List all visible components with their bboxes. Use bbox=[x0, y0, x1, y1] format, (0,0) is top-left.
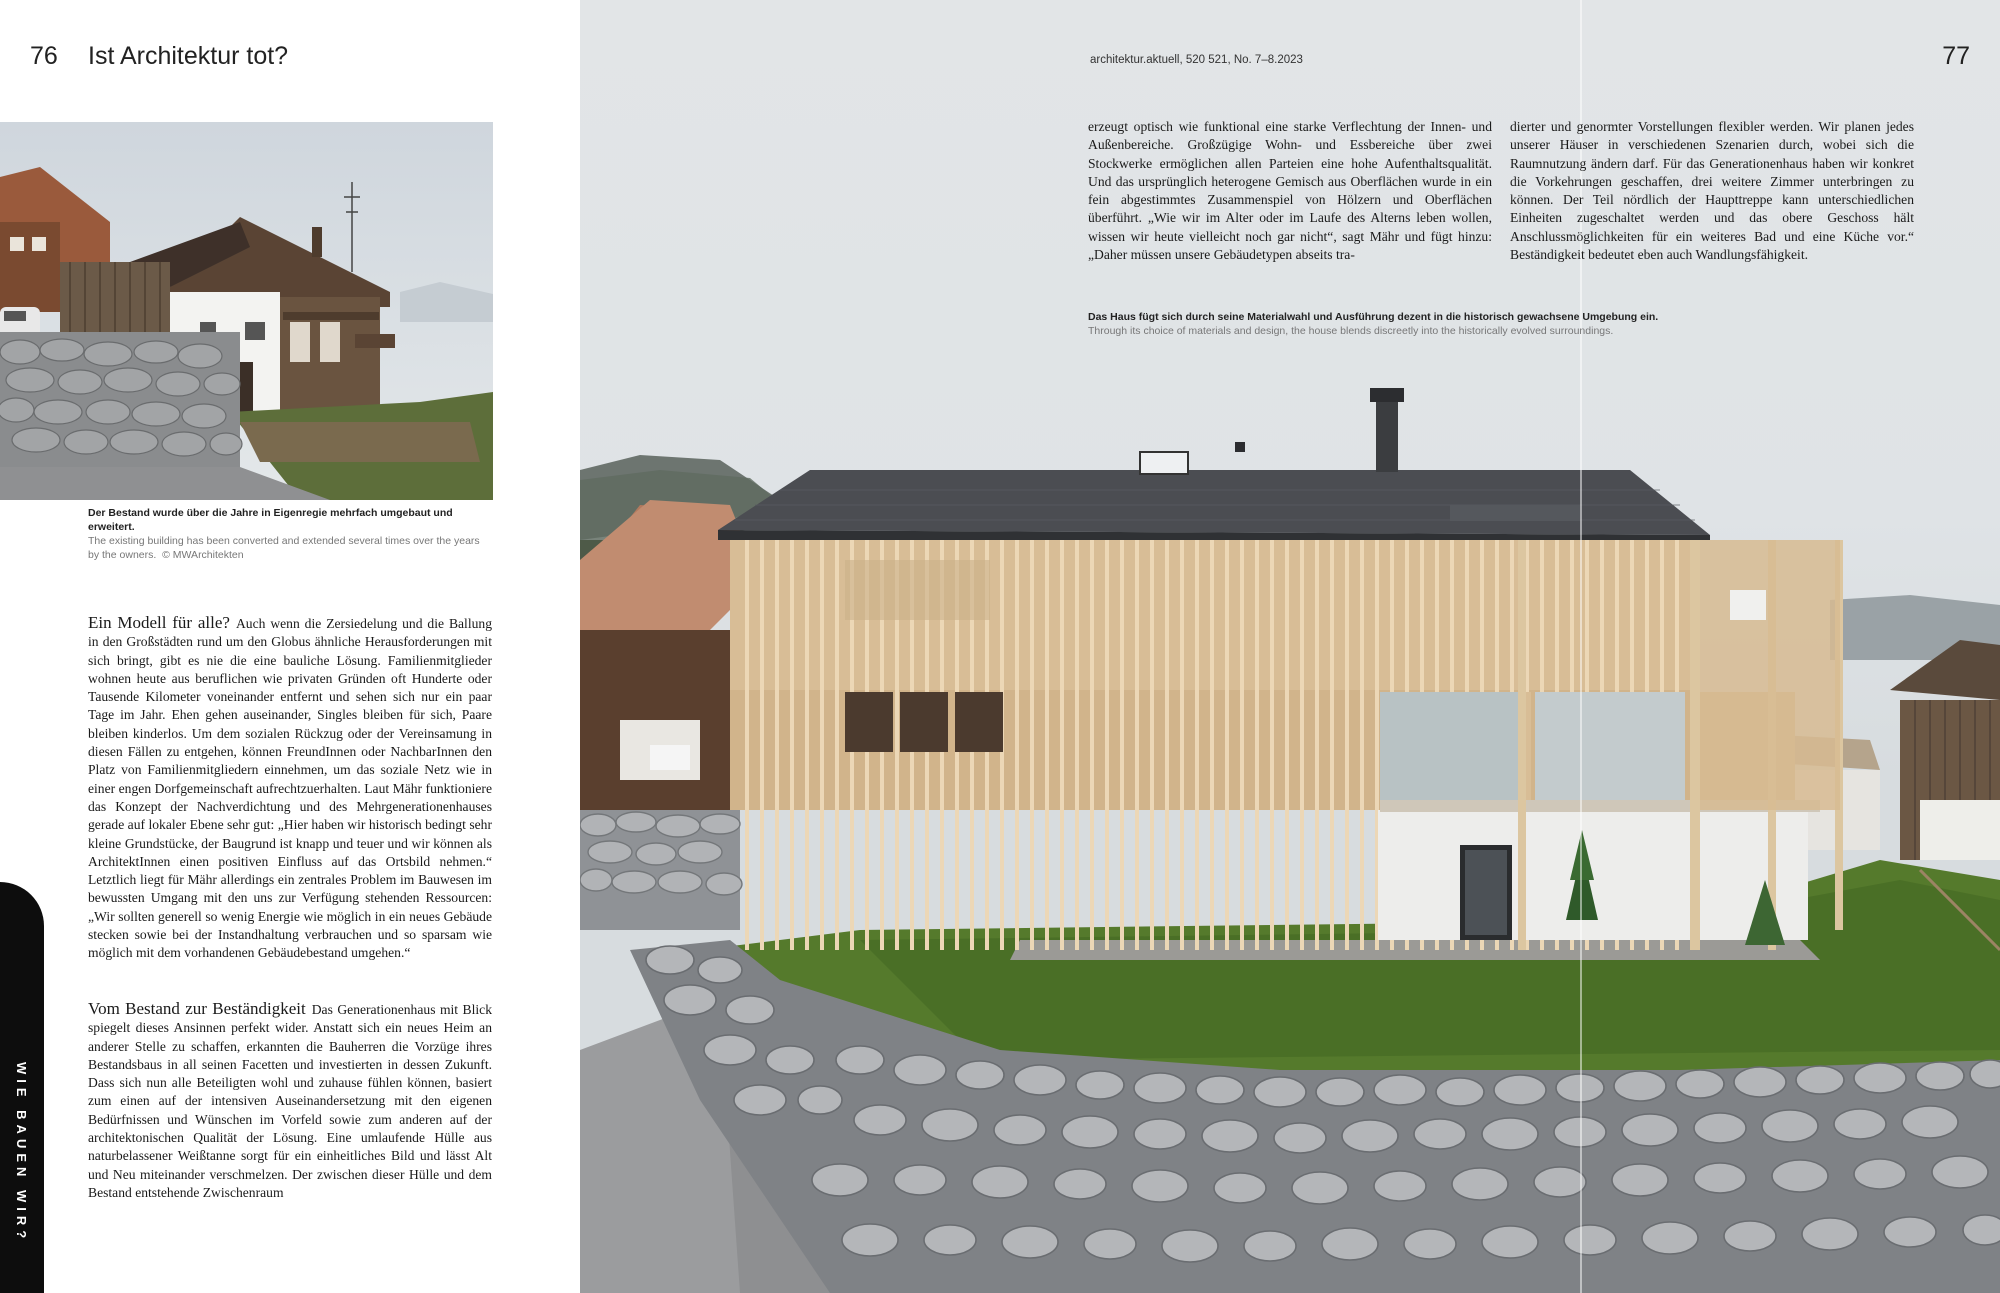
page-title: Ist Architektur tot? bbox=[88, 42, 289, 70]
section-2-text: Das Generationenhaus mit Blick spiegelt dieses Ansinnen perfekt wider. Anstatt sich ein neues Heim an anderer Stelle zu schaffen, erkannten die Bauherren die Vorzüge ihres Bestandsbaus in all seinen Facetten und investierten in dessen Zukunft. Dass sich nun alle Beteiligten wohl und zuhause fühlen können, basiert zum einen auf der intensiven Auseinandersetzung mit den eigenen Bedürfnissen und Wünschen im Vorfeld sowie zum anderen auf der architektonischen Qualität der Lösung. Eine umlaufende Hülle aus naturbelassener Weißtanne sorgt für ein einheitliches Bild und lässt Alt und Neu miteinander verschmelzen. Der zwischen dieser Hülle und dem Bestand entstehende Zwischenraum bbox=[88, 1002, 492, 1200]
right-page bbox=[580, 0, 2000, 1293]
right-column-1: erzeugt optisch wie funktional eine starke Verflechtung der Innen- und Außenbereiche. Großzügige Wohn- und Essbereiche über zwei Stockwerke ermöglichen allen Parteien eine hohe Aufenthaltsqualität. Und das ursprünglich heterogene Gemisch aus Oberflächen wurde in ein fein abgestimmtes Zusammenspiel von Hölzern und Oberflächen überführt. „Wie wir im Alter oder im Laufe des Alterns leben wollen, wissen wir heute vielleicht noch gar nicht“, sagt Mähr und fügt hinzu: „Daher müssen unsere Gebäudetypen abseits tra- bbox=[1088, 119, 1492, 263]
section-tab bbox=[0, 882, 44, 1293]
existing-building-photo bbox=[0, 122, 493, 500]
photo-credit: © MWArchitekten bbox=[162, 549, 244, 561]
house-caption-de: Das Haus fügt sich durch seine Materialwahl und Ausführung dezent in die historisch gewachsene Umgebung ein. bbox=[1088, 311, 1659, 323]
left-page bbox=[0, 0, 580, 1293]
section-tab-label: WIE BAUEN WIR? bbox=[14, 1062, 29, 1244]
journal-meta: architektur.aktuell, 520 521, No. 7–8.2023 bbox=[1090, 54, 1303, 66]
section-1 bbox=[88, 614, 492, 963]
section-1-heading: Ein Modell für alle? bbox=[88, 613, 230, 632]
section-2-heading: Vom Bestand zur Beständigkeit bbox=[88, 999, 306, 1018]
section-1-text: Auch wenn die Zersiedelung und die Ballung in den Großstädten rund um den Globus ähnliche Herausforderungen mit sich bringt, gibt es nie die eine bauliche Lösung. Familienmitglieder wohnen heute aus beruflichen wie privaten Gründen oft Hunderte oder Tausende Kilometer voneinander entfernt und sehen sich nur ein paar Tage im Jahr. Ehen gehen auseinander, Singles bleiben für sich, Paare bleiben kinderlos. Um dem sozialen Rückzug oder der Vereinsamung in diesen Fällen zu entgehen, können FreundInnen oder NachbarInnen den Platz von Familienmitgliedern einnehmen, um das soziale Netz wie in einer engen Dorfgemeinschaft aufrechtzuerhalten. Laut Mähr funktioniere das Konzept der Nachverdichtung und des Mehrgenerationenhauses gerade auf lokaler Ebene sehr gut: „Hier haben wir historisch bedingt sehr kleine Grundstücke, der Baugrund ist knapp und teuer und wir können als ArchitektInnen einen positiven Einfluss auf das Ortsbild nehmen.“ Letztlich liegt für Mähr allerdings ein zentrales Problem im Bauwesen im bewussten Umgang mit den uns zur Verfügung stehenden Ressourcen: „Wir sollten generell so wenig Energie wie möglich in ein neues Gebäude stecken sowie bei der Instandhaltung verbrauchen und so sparsam wie möglich mit dem vorhandenen Gebäudebestand umgehen.“ bbox=[88, 616, 492, 961]
photo-caption-de: Der Bestand wurde über die Jahre in Eigenregie mehrfach umgebaut und erweitert. bbox=[88, 507, 453, 533]
house-caption-en: Through its choice of materials and design, the house blends discreetly into the historically evolved surroundings. bbox=[1088, 325, 1614, 337]
page-number-left: 76 bbox=[30, 42, 58, 70]
section-2 bbox=[88, 1000, 492, 1202]
page-number-right: 77 bbox=[1942, 42, 1970, 70]
right-column-2: dierter und genormter Vorstellungen flexibler werden. Wir planen jedes unserer Häuser in verschiedenen Szenarien durch, wobei sich die Raumnutzung ändern darf. Für das Generationenhaus haben wir konkret die Vorkehrungen geschaffen, drei weitere Zimmer unterbringen zu können. Der Teil nördlich der Haupttreppe kann unterschiedlichen Einheiten zugeschaltet werden und das obere Geschoss hält Anschlussmöglichkeiten für ein weiteres Bad und eine Küche vor.“ Beständigkeit bedeutet eben auch Wandlungsfähigkeit. bbox=[1510, 119, 1914, 263]
photo-caption-en: The existing building has been converted and extended several times over the years by the owners. © MWArchitekten bbox=[88, 535, 480, 561]
